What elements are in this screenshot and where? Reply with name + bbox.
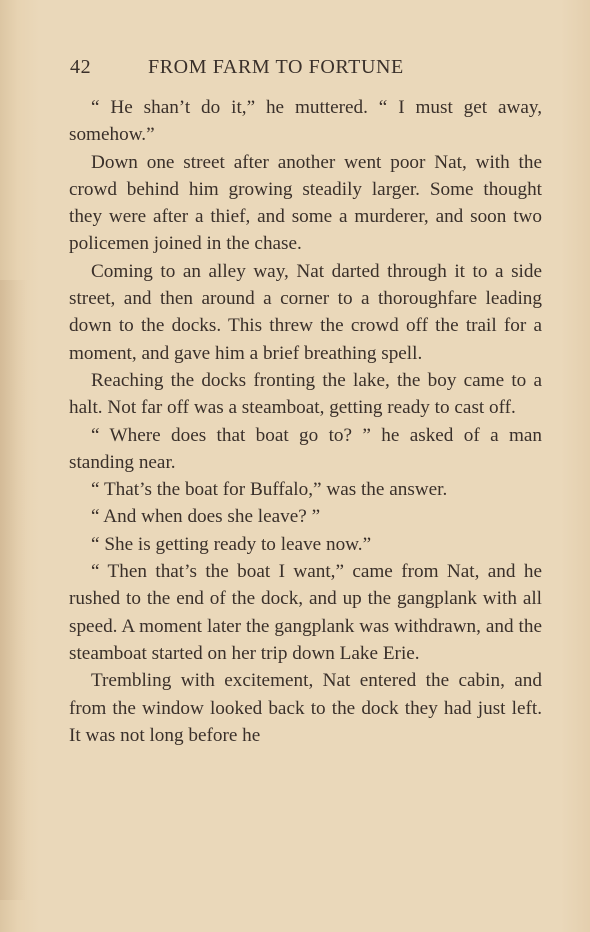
page-number: 42 (70, 56, 92, 78)
paragraph: Trembling with excitement, Nat entered the cabin, and from the window looked back to the dock they had just left. It was not long before he (69, 670, 542, 746)
paragraph: “ He shan’t do it,” he muttered. “ I must get away, somehow.” (69, 97, 542, 146)
page-body-text (69, 94, 542, 749)
paragraph: Reaching the docks fronting the lake, the boy came to a halt. Not far off was a steamboat, getting ready to cast off. (69, 369, 542, 419)
page-margin-shadow (0, 280, 28, 900)
paragraph: “ She is getting ready to leave now.” (91, 533, 372, 555)
paragraph: “ And when does she leave? ” (91, 506, 321, 528)
paragraph: “ Then that’s the boat I want,” came from Nat, and he rushed to the end of the dock, and up the gangplank with all speed. A moment later the gangplank was withdrawn, and the steamboat started on her trip down Lake Erie. (69, 561, 542, 664)
running-head: FROM FARM TO FORTUNE (148, 56, 404, 78)
paragraph: “ Where does that boat go to? ” he asked of a man standing near. (69, 424, 542, 473)
paragraph: “ That’s the boat for Buffalo,” was the answer. (91, 479, 448, 501)
page-header (70, 56, 470, 84)
paragraph: Coming to an alley way, Nat darted through it to a side street, and then around a corner to a thoroughfare leading down to the docks. This threw the crowd off the trail for a moment, and gave him a brief breathing spell. (69, 260, 542, 364)
paragraph: Down one street after another went poor Nat, with the crowd behind him growing steadily larger. Some thought they were after a thief, and some a murderer, and soon two policemen joined in the chase. (69, 151, 542, 255)
